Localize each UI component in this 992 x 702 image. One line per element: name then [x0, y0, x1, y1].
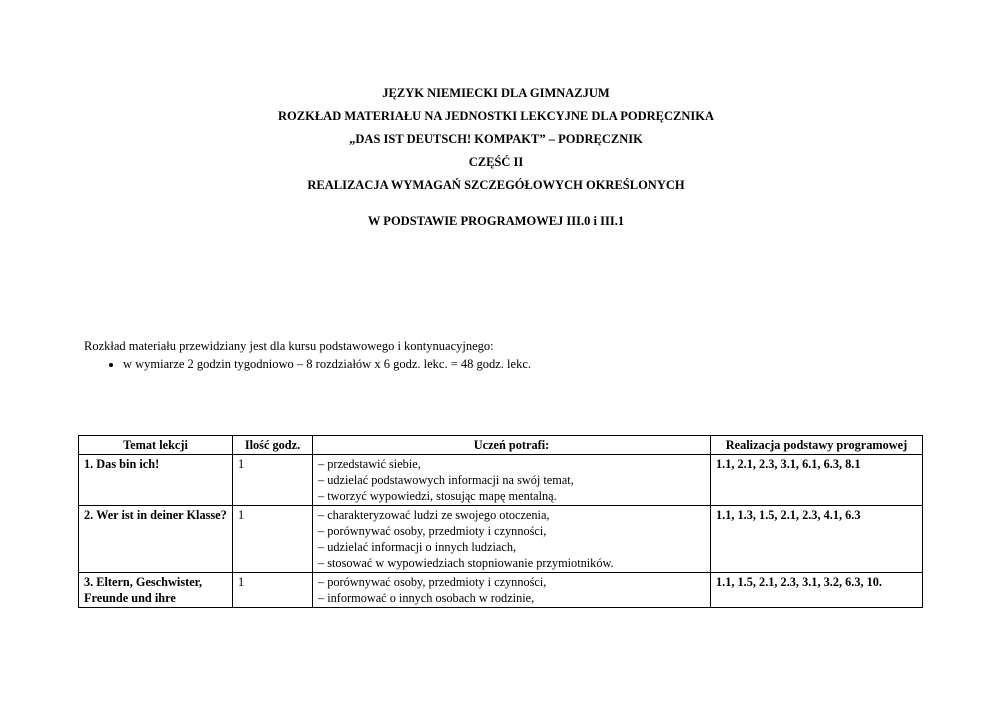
intro-bullet: • w wymiarze 2 godzin tygodniowo – 8 rozdziałów x 6 godz. lekc. = 48 godz. lekc. [123, 356, 531, 372]
skill-item: – udzielać podstawowych informacji na swój temat, [318, 473, 574, 487]
table-row [79, 506, 923, 573]
table-row [79, 573, 923, 608]
table-row [79, 455, 923, 506]
header-line-curriculum: W PODSTAWIE PROGRAMOWEJ III.0 i III.1 [367, 214, 625, 228]
row-hours: 1 [233, 506, 313, 573]
header-line-textbook: „DAS IST DEUTSCH! KOMPAKT” – PODRĘCZNIK [349, 132, 643, 146]
table-header-row [79, 436, 923, 455]
skill-item: – przedstawić siebie, [318, 457, 421, 471]
header-hours: Ilość godz. [233, 436, 313, 455]
header-skills: Uczeń potrafi: [313, 436, 711, 455]
header-realization: Realizacja podstawy programowej [711, 436, 923, 455]
skill-item: – tworzyć wypowiedzi, stosując mapę mentalną. [318, 489, 557, 503]
intro-section [84, 338, 531, 372]
row-hours: 1 [233, 573, 313, 608]
row-realization: 1.1, 2.1, 2.3, 3.1, 6.1, 6.3, 8.1 [711, 455, 923, 506]
row-skills [313, 573, 711, 608]
skill-item: – udzielać informacji o innych ludziach, [318, 540, 517, 554]
header-line-schedule: ROZKŁAD MATERIAŁU NA JEDNOSTKI LEKCYJNE DLA PODRĘCZNIKA [278, 109, 714, 123]
header-line-requirements: REALIZACJA WYMAGAŃ SZCZEGÓŁOWYCH OKREŚLONYCH [307, 178, 685, 192]
row-realization: 1.1, 1.5, 2.1, 2.3, 3.1, 3.2, 6.3, 10. [711, 573, 923, 608]
skill-item: – charakteryzować ludzi ze swojego otoczenia, [318, 508, 550, 522]
header-line-language: JĘZYK NIEMIECKI DLA GIMNAZJUM [382, 86, 610, 100]
row-topic: 3. Eltern, Geschwister, Freunde und ihre [79, 573, 233, 608]
header-topic: Temat lekcji [79, 436, 233, 455]
row-hours: 1 [233, 455, 313, 506]
row-skills [313, 506, 711, 573]
skill-item: – informować o innych osobach w rodzinie, [318, 591, 535, 605]
skill-item: – porównywać osoby, przedmioty i czynności, [318, 524, 547, 538]
intro-text: Rozkład materiału przewidziany jest dla kursu podstawowego i kontynuacyjnego: [84, 339, 494, 353]
skill-item: – stosować w wypowiedziach stopniowanie przymiotników. [318, 556, 614, 570]
row-skills [313, 455, 711, 506]
header-line-part: CZĘŚĆ II [468, 155, 524, 169]
page-bottom-margin [0, 618, 992, 702]
row-topic: 1. Das bin ich! [79, 455, 233, 506]
lesson-plan-table [78, 435, 923, 608]
row-topic: 2. Wer ist in deiner Klasse? [79, 506, 233, 573]
intro-list [84, 356, 531, 372]
row-realization: 1.1, 1.3, 1.5, 2.1, 2.3, 4.1, 6.3 [711, 506, 923, 573]
document-header [0, 85, 992, 236]
skill-item: – porównywać osoby, przedmioty i czynności, [318, 575, 547, 589]
